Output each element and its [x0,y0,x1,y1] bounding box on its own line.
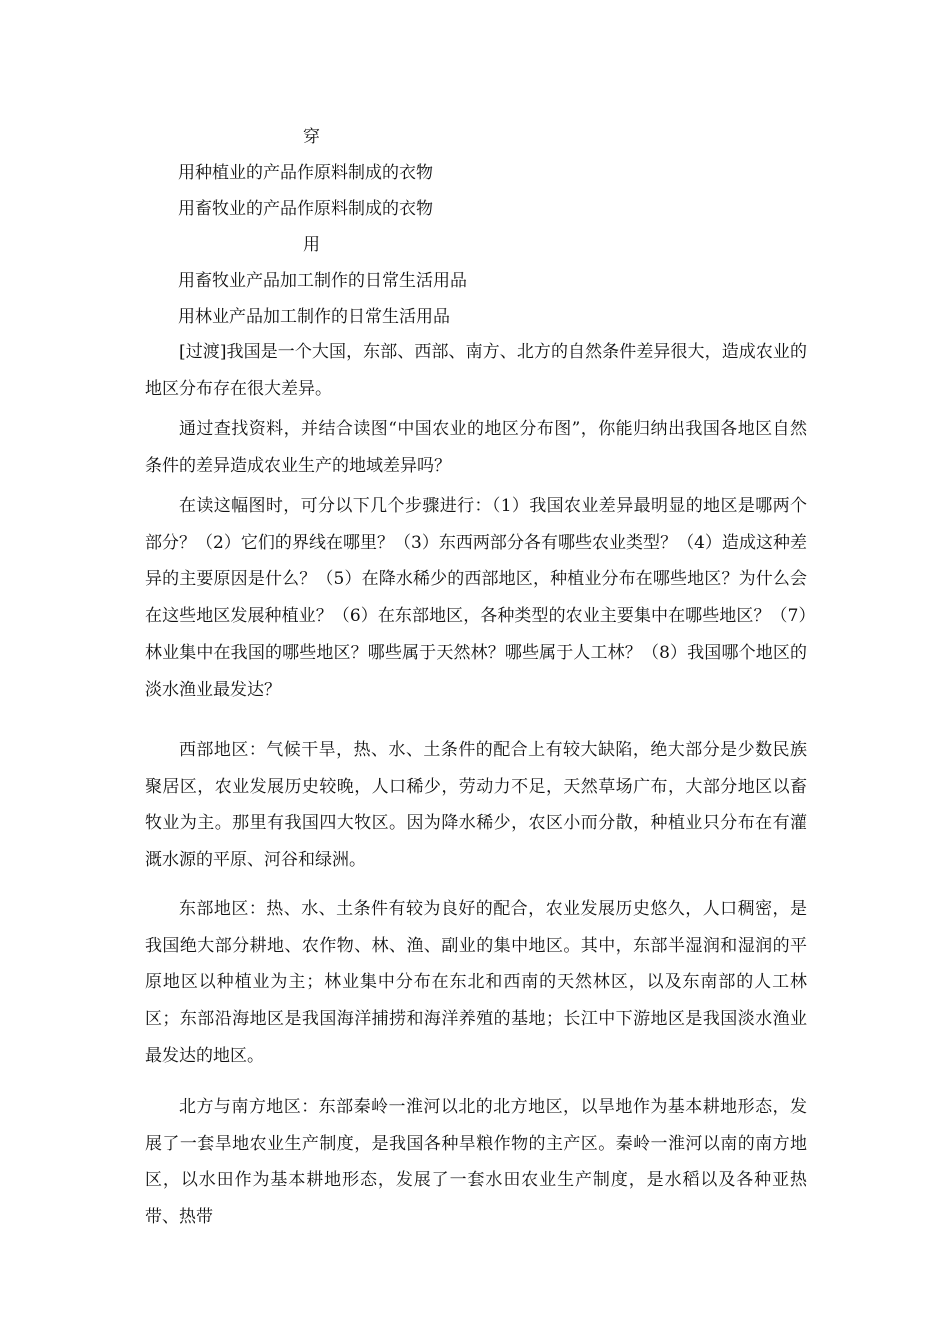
heading-use: 用 [303,235,320,255]
paragraph-steps: 在读这幅图时，可分以下几个步骤进行：（1）我国农业差异最明显的地区是哪两个部分？（2）它们的界线在哪里？（3）东西两部分各有哪些农业类型？（4）造成这种差异的主要原因是什么？（5）在降水稀少的西部地区，种植业分布在哪些地区？为什么会在这些地区发展种植业？（6）在东部地区，各种类型的农业主要集中在哪些地区？（7）林业集中在我国的哪些地区？哪些属于天然林？哪些属于人工林？（8）我国哪个地区的淡水渔业最发达？ [145,496,807,700]
paragraph-transition: [过渡]我国是一个大国，东部、西部、南方、北方的自然条件差异很大，造成农业的地区分布存在很大差异。 [145,342,807,399]
use-item-1: 用畜牧业产品加工制作的日常生活用品 [178,271,467,291]
heading-wear: 穿 [303,127,320,147]
paragraph-west: 西部地区：气候干旱，热、水、土条件的配合上有较大缺陷，绝大部分是少数民族聚居区，农业发展历史较晚，人口稀少，劳动力不足，天然草场广布，大部分地区以畜牧业为主。那里有我国四大牧区。因为降水稀少，农区小而分散，种植业只分布在有灌溉水源的平原、河谷和绿洲。 [145,740,807,871]
paragraph-north-south: 北方与南方地区：东部秦岭一淮河以北的北方地区，以旱地作为基本耕地形态，发展了一套旱地农业生产制度，是我国各种旱粮作物的主产区。秦岭一淮河以南的南方地区，以水田作为基本耕地形态，发展了一套水田农业生产制度，是水稻以及各种亚热带、热带 [145,1097,807,1228]
paragraph-question: 通过查找资料，并结合读图“中国农业的地区分布图”，你能归纳出我国各地区自然条件的差异造成农业生产的地域差异吗？ [145,419,807,476]
wear-item-2: 用畜牧业的产品作原料制成的衣物 [178,199,433,219]
paragraph-east: 东部地区：热、水、土条件有较为良好的配合，农业发展历史悠久，人口稠密，是我国绝大部分耕地、农作物、林、渔、副业的集中地区。其中，东部半湿润和湿润的平原地区以种植业为主；林业集中分布在东北和西南的天然林区，以及东南部的人工林区；东部沿海地区是我国海洋捕捞和海洋养殖的基地；长江中下游地区是我国淡水渔业最发达的地区。 [145,899,807,1066]
use-item-2: 用林业产品加工制作的日常生活用品 [178,307,450,327]
wear-item-1: 用种植业的产品作原料制成的衣物 [178,163,433,183]
